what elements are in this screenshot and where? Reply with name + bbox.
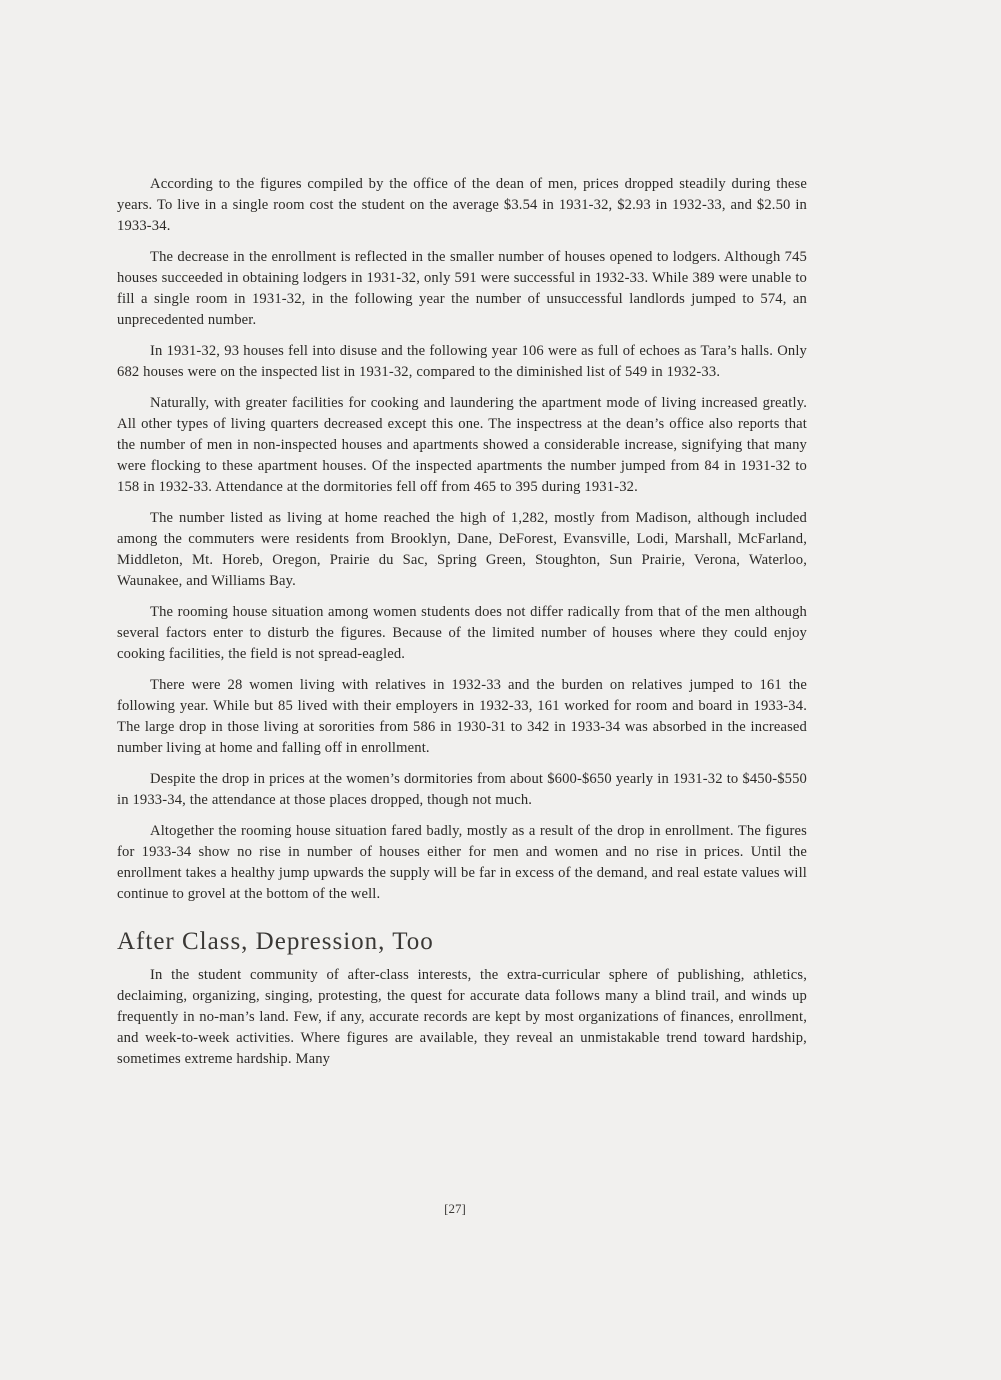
paragraph-women-students: The rooming house situation among women students does not differ radically from that of the men although several factors enter to disturb the figures. Because of the limited number of houses where they could enjoy cooking facilities, the field is not spread-eagled. xyxy=(117,604,807,662)
paragraph-after-class: In the student community of after-class interests, the extra-curricular sphere of publishing, athletics, declaiming, organizing, singing, protesting, the quest for accurate data follows many a blind trail, and winds up frequently in no-man’s land. Few, if any, accurate records are kept by most organizations of finances, enrollment, and week-to-week activities. Where figures are available, they reveal an unmistakable trend toward hardship, sometimes extreme hardship. Many xyxy=(117,967,807,1067)
paragraph-women-relatives: There were 28 women living with relatives in 1932-33 and the burden on relatives jumped to 161 the following year. While but 85 lived with their employers in 1932-33, 161 worked for room and board in 1933-34. The large drop in those living at sororities from 586 in 1930-31 to 342 in 1933-34 was absorbed in the increased number living at home and falling off in enrollment. xyxy=(117,677,807,756)
paragraph-enrollment-decrease: The decrease in the enrollment is reflected in the smaller number of houses opened to lodgers. Although 745 houses succeeded in obtaining lodgers in 1931-32, only 591 were successful in 1932-33. While 389 were unable to fill a single room in 1931-32, in the following year the number of unsuccessful landlords jumped to 574, an unprecedented number. xyxy=(117,249,807,328)
page-number: [27] xyxy=(444,1201,466,1216)
paragraph-dormitory-prices: Despite the drop in prices at the women’s dormitories from about $600-$650 yearly in 1931-32 to $450-$550 in 1933-34, the attendance at those places dropped, though not much. xyxy=(117,771,807,808)
paragraph-houses-disuse: In 1931-32, 93 houses fell into disuse and the following year 106 were as full of echoes as Tara’s halls. Only 682 houses were on the inspected list in 1931-32, compared to the diminished list of 549 in 1932-33. xyxy=(117,343,807,380)
paragraph-living-at-home: The number listed as living at home reached the high of 1,282, mostly from Madison, although included among the commuters were residents from Brooklyn, Dane, DeForest, Evansville, Lodi, Marshall, McFarland, Middleton, Mt. Horeb, Oregon, Prairie du Sac, Spring Green, Stoughton, Sun Prairie, Verona, Waterloo, Waunakee, and Williams Bay. xyxy=(117,510,807,589)
paragraph-room-prices: According to the figures compiled by the office of the dean of men, prices dropped steadily during these years. To live in a single room cost the student on the average $3.54 in 1931-32, $2.93 in 1932-33, and $2.50 in 1933-34. xyxy=(117,176,807,234)
paragraph-apartments: Naturally, with greater facilities for cooking and laundering the apartment mode of living increased greatly. All other types of living quarters decreased except this one. The inspectress at the dean’s office also reports that the number of men in non-inspected houses and apartments showed a considerable increase, signifying that many were flocking to these apartment houses. Of the inspected apartments the number jumped from 84 in 1931-32 to 158 in 1932-33. Attendance at the dormitories fell off from 465 to 395 during 1931-32. xyxy=(117,395,807,495)
paragraph-summary: Altogether the rooming house situation fared badly, mostly as a result of the drop in enrollment. The figures for 1933-34 show no rise in number of houses either for men and women and no rise in prices. Until the enrollment takes a healthy jump upwards the supply will be far in excess of the demand, and real estate values will continue to grovel at the bottom of the well. xyxy=(117,823,807,902)
page-body xyxy=(117,174,807,1080)
section-heading: After Class, Depression, Too xyxy=(117,928,434,955)
